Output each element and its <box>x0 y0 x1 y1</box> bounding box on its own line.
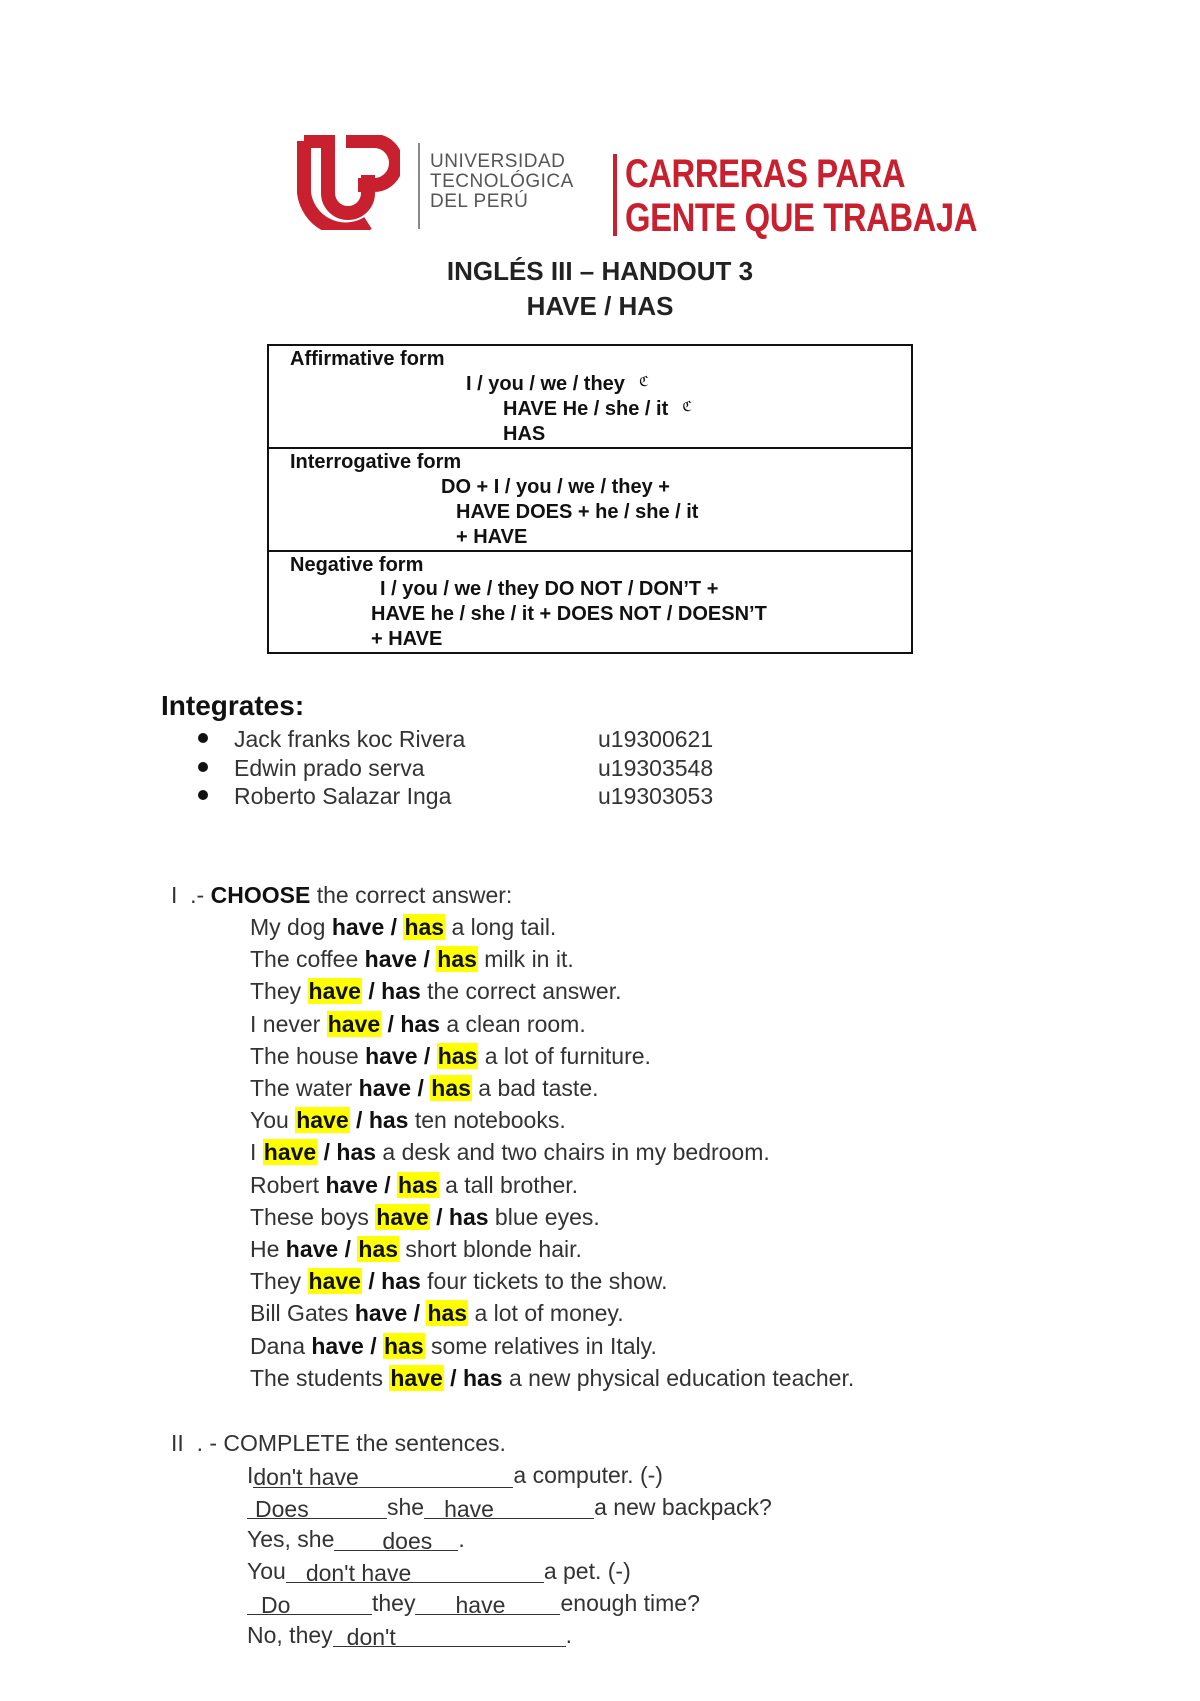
page-title: INGLÉS III – HANDOUT 3 <box>446 256 754 286</box>
option-has[interactable]: has <box>398 1171 438 1198</box>
option-has[interactable]: has <box>368 1107 409 1134</box>
option-has[interactable]: has <box>462 1364 503 1391</box>
slogan: CARRERAS PARA GENTE QUE TRABAJA <box>625 152 978 240</box>
university-name: UNIVERSIDAD TECNOLÓGICA DEL PERÚ <box>430 151 574 212</box>
answer-blank[interactable]: Do <box>247 1592 372 1615</box>
interrogative-section <box>269 449 911 552</box>
option-has[interactable]: has <box>404 914 445 940</box>
bullet-icon <box>198 790 208 800</box>
negative-line-1: I / you / we / they DO NOT / DON’T + <box>380 578 719 600</box>
option-has[interactable]: has <box>383 1332 424 1359</box>
option-have[interactable]: have <box>358 1075 412 1101</box>
negative-label: Negative form <box>290 554 424 576</box>
option-have[interactable]: have <box>365 1042 418 1069</box>
affirmative-section <box>269 346 911 449</box>
section-2-heading: II . - COMPLETE the sentences. <box>171 1430 506 1456</box>
negative-line-2: HAVE he / she / it + DOES NOT / DOESN’T <box>371 603 767 625</box>
option-has[interactable]: has <box>381 978 421 1005</box>
option-has[interactable]: has <box>381 1268 421 1295</box>
option-has[interactable]: has <box>448 1203 489 1230</box>
quill-icon: ℭ <box>638 373 649 389</box>
grammar-table <box>267 344 913 654</box>
answer-blank[interactable]: does <box>334 1528 458 1551</box>
quill-icon: ℭ <box>682 398 693 414</box>
answer-blank[interactable]: have <box>424 1496 594 1519</box>
interrogative-label: Interrogative form <box>290 451 462 473</box>
logo-divider <box>418 143 420 229</box>
interrogative-line-2: HAVE DOES + he / she / it <box>456 501 699 523</box>
slogan-bar <box>613 154 617 236</box>
option-have[interactable]: have <box>354 1300 408 1327</box>
affirmative-label: Affirmative form <box>290 348 445 370</box>
negative-line-3: + HAVE <box>371 628 443 650</box>
negative-section <box>269 552 911 652</box>
option-has[interactable]: has <box>400 1010 440 1037</box>
section-1-heading: I .- CHOOSE the correct answer: <box>171 882 513 908</box>
answer-blank[interactable]: don't have <box>253 1464 513 1488</box>
option-have[interactable]: have <box>390 1364 443 1391</box>
affirmative-line-2: HAVE He / she / it <box>503 398 669 420</box>
option-have[interactable]: have <box>285 1236 339 1262</box>
option-has[interactable]: has <box>336 1139 377 1166</box>
page-subtitle: HAVE / HAS <box>526 291 674 321</box>
option-has[interactable]: has <box>358 1236 399 1262</box>
interrogative-line-3: + HAVE <box>456 526 528 548</box>
option-have[interactable]: have <box>308 1268 361 1295</box>
affirmative-line-3: HAS <box>503 423 546 445</box>
option-has[interactable]: has <box>431 1075 471 1101</box>
option-has[interactable]: has <box>427 1300 468 1327</box>
interrogative-line-1: DO + I / you / we / they + <box>441 476 670 498</box>
answer-blank[interactable]: Does <box>247 1496 387 1519</box>
option-have[interactable]: have <box>364 946 418 973</box>
bullet-icon <box>198 733 208 743</box>
answer-blank[interactable]: have <box>415 1592 560 1615</box>
option-have[interactable]: have <box>296 1107 349 1134</box>
option-have[interactable]: have <box>327 1010 381 1037</box>
option-has[interactable]: has <box>437 1042 478 1069</box>
option-have[interactable]: have <box>263 1139 317 1166</box>
option-have[interactable]: have <box>311 1332 364 1359</box>
option-has[interactable]: has <box>437 946 477 973</box>
option-have[interactable]: have <box>325 1171 378 1198</box>
answer-blank[interactable]: don't <box>333 1624 566 1647</box>
option-have[interactable]: have <box>308 978 361 1005</box>
utp-logo <box>296 135 400 230</box>
affirmative-line-1: I / you / we / they <box>466 373 625 395</box>
bullet-icon <box>198 762 208 772</box>
option-have[interactable]: have <box>376 1203 429 1230</box>
answer-blank[interactable]: don't have <box>286 1560 544 1583</box>
option-have[interactable]: have <box>331 914 385 940</box>
integrates-heading: Integrates: <box>161 690 305 721</box>
